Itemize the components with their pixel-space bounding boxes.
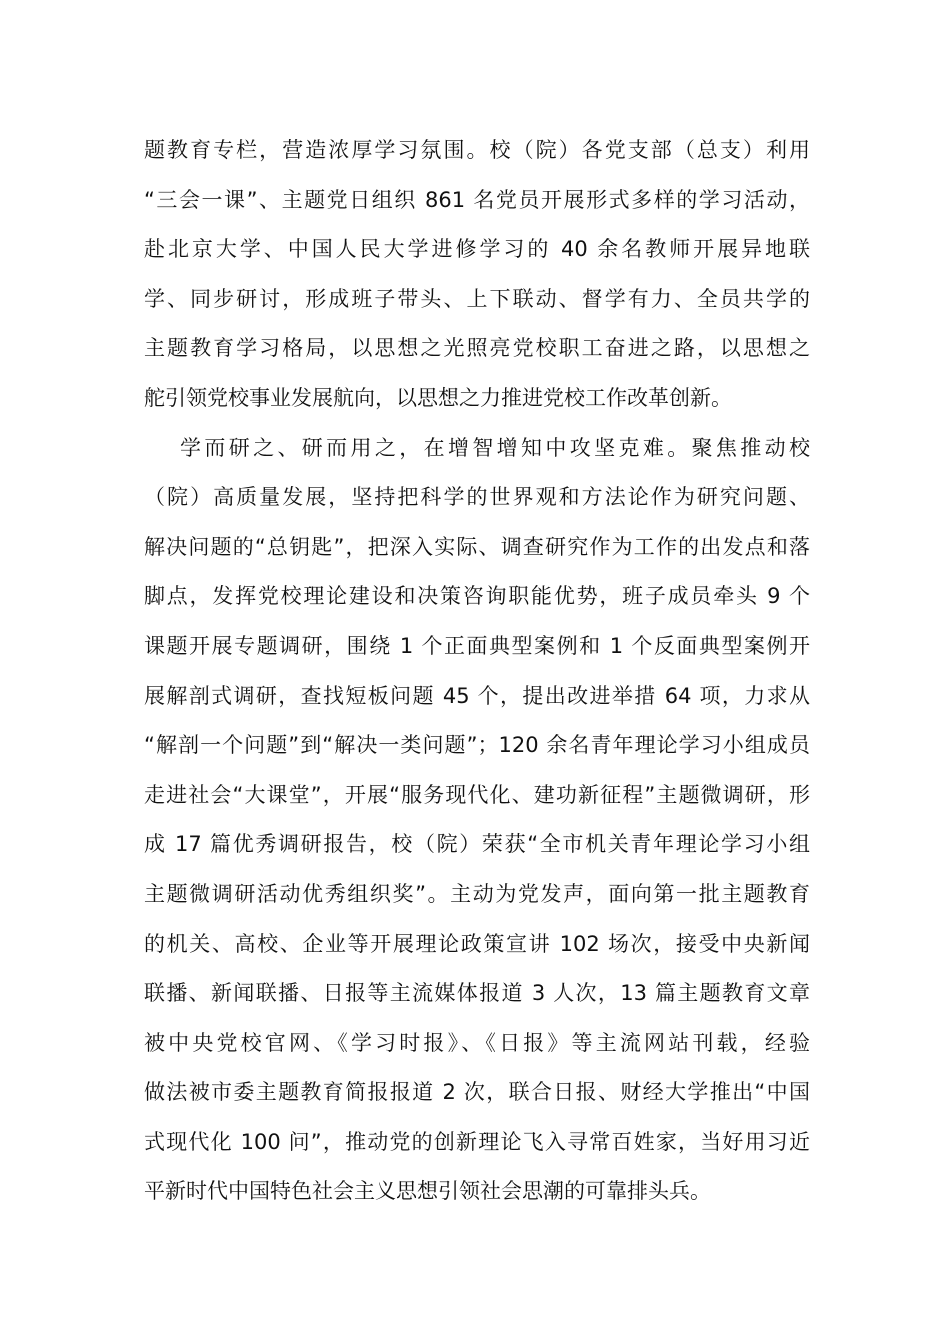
text-line: 展解剖式调研，查找短板问题 45 个，提出改进举措 64 项，力求从 [144,683,810,708]
text-line: “三会一课”、主题党日组织 861 名党员开展形式多样的学习活动， [144,187,810,212]
text-line: 脚点，发挥党校理论建设和决策咨询职能优势，班子成员牵头 9 个 [144,584,810,609]
text-line: 平新时代中国特色社会主义思想引领社会思潮的可靠排头兵。 [144,1179,711,1204]
text-line: 式现代化 100 问”，推动党的创新理论飞入寻常百姓家，当好用习近 [144,1129,810,1154]
text-line: 联播、新闻联播、日报等主流媒体报道 3 人次，13 篇主题教育文章 [144,981,810,1006]
text-line: 被中央党校官网、《学习时报》、《日报》等主流网站刊载，经验 [144,1030,810,1055]
text-line: “解剖一个问题”到“解决一类问题”；120 余名青年理论学习小组成员 [144,733,810,758]
text-line: 题教育专栏，营造浓厚学习氛围。校（院）各党支部（总支）利用 [144,138,810,162]
text-line: （院）高质量发展，坚持把科学的世界观和方法论作为研究问题、 [144,485,810,510]
text-line: 学而研之、研而用之，在增智增知中攻坚克难。聚焦推动校 [180,435,810,460]
text-line: 做法被市委主题教育简报报道 2 次，联合日报、财经大学推出“中国 [144,1080,810,1105]
paragraph-2 [144,424,810,1218]
text-line: 舵引领党校事业发展航向，以思想之力推进党校工作改革创新。 [144,385,732,410]
text-line: 成 17 篇优秀调研报告，校（院）荣获“全市机关青年理论学习小组 [144,832,810,857]
document-page [144,126,810,1217]
paragraph-1 [144,126,810,424]
text-line: 走进社会“大课堂”，开展“服务现代化、建功新征程”主题微调研，形 [144,782,810,807]
text-line: 主题教育学习格局，以思想之光照亮党校职工奋进之路，以思想之 [144,336,810,361]
text-line: 赴北京大学、中国人民大学进修学习的 40 余名教师开展异地联 [144,237,810,262]
text-line: 的机关、高校、企业等开展理论政策宣讲 102 场次，接受中央新闻 [144,931,810,956]
text-line: 课题开展专题调研，围绕 1 个正面典型案例和 1 个反面典型案例开 [144,633,810,658]
text-line: 学、同步研讨，形成班子带头、上下联动、督学有力、全员共学的 [144,286,810,311]
text-line: 主题微调研活动优秀组织奖”。主动为党发声，面向第一批主题教育 [144,881,810,906]
text-line: 解决问题的“总钥匙”，把深入实际、调查研究作为工作的出发点和落 [144,534,810,559]
